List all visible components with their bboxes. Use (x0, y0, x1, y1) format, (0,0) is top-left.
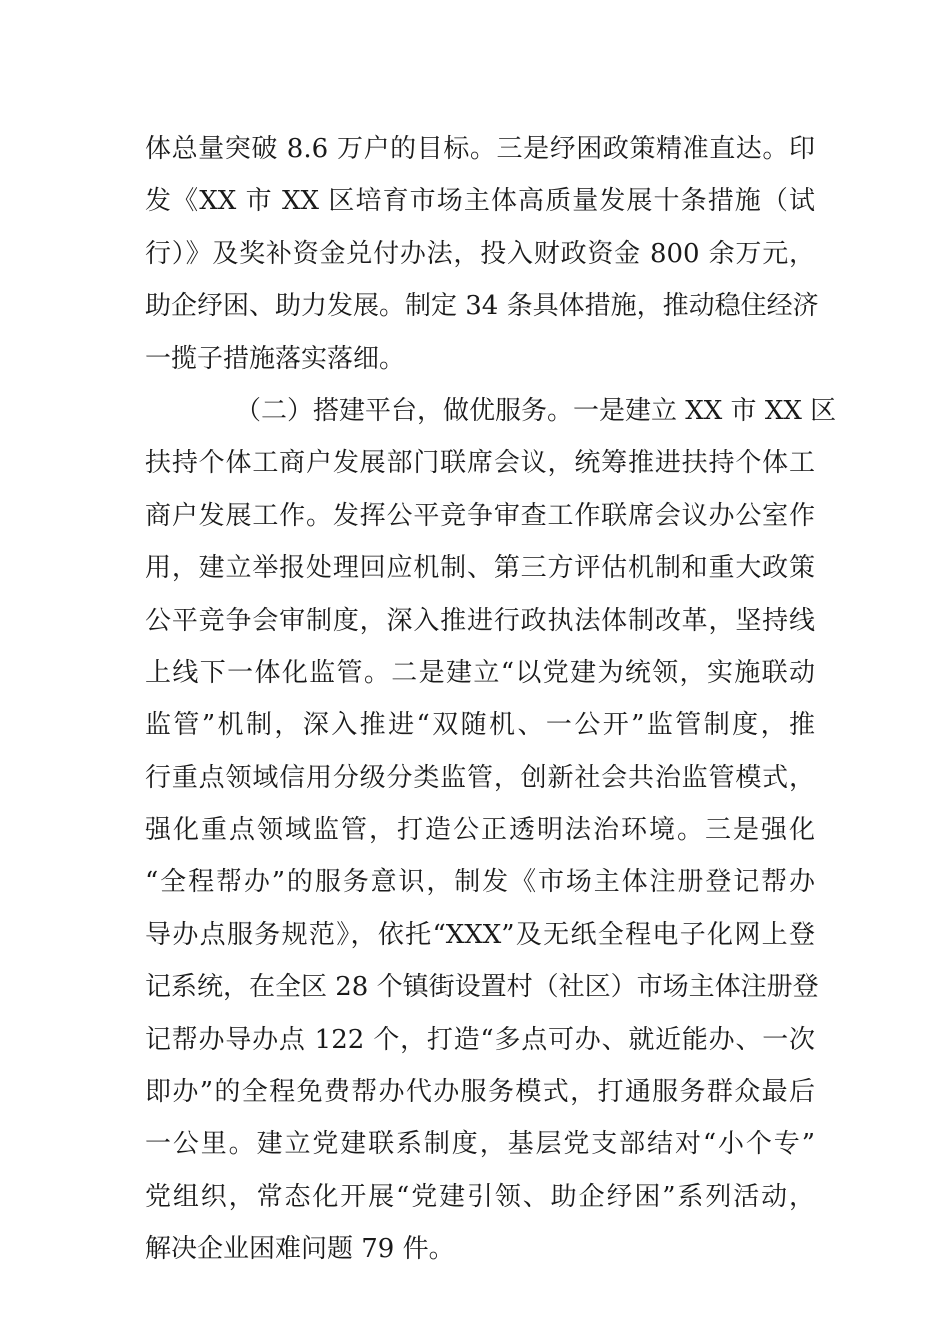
text-line: 监管”机制，深入推进“双随机、一公开”监管制度，推 (145, 710, 815, 741)
body-text (145, 123, 837, 1276)
text-line: 一公里。建立党建联系制度，基层党支部结对“小个专” (145, 1129, 815, 1160)
text-line: 行重点领域信用分级分类监管，创新社会共治监管模式， (145, 762, 815, 793)
text-line: 发《XX 市 XX 区培育市场主体高质量发展十条措施（试 (145, 186, 815, 217)
text-line: 记系统，在全区 28 个镇街设置村（社区）市场主体注册登 (145, 972, 819, 1003)
text-line: 用，建立举报处理回应机制、第三方评估机制和重大政策 (145, 553, 815, 584)
text-line: 即办”的全程免费帮办代办服务模式，打通服务群众最后 (145, 1077, 815, 1108)
text-line: 公平竞争会审制度，深入推进行政执法体制改革，坚持线 (145, 605, 815, 636)
section-heading-line: （二）搭建平台，做优服务。一是建立 XX 市 XX 区 (235, 395, 837, 426)
text-line: 上线下一体化监管。二是建立“以党建为统领，实施联动 (145, 657, 815, 688)
text-line: 一揽子措施落实落细。 (145, 343, 406, 374)
text-line: 行）》及奖补资金兑付办法，投入财政资金 800 余万元， (145, 238, 815, 269)
text-line: 导办点服务规范》，依托“XXX”及无纸全程电子化网上登 (145, 919, 815, 950)
text-line: 扶持个体工商户发展部门联席会议，统筹推进扶持个体工 (145, 448, 815, 479)
text-line: 解决企业困难问题 79 件。 (145, 1234, 455, 1265)
text-line: 助企纾困、助力发展。制定 34 条具体措施，推动稳住经济 (145, 291, 819, 322)
text-line: 商户发展工作。发挥公平竞争审查工作联席会议办公室作 (145, 500, 815, 531)
text-line: 记帮办导办点 122 个，打造“多点可办、就近能办、一次 (145, 1024, 815, 1055)
text-line: 体总量突破 8.6 万户的目标。三是纾困政策精准直达。印 (145, 134, 815, 164)
text-line: 强化重点领域监管，打造公正透明法治环境。三是强化 (145, 815, 815, 846)
text-line: 党组织，常态化开展“党建引领、助企纾困”系列活动， (145, 1181, 815, 1212)
text-line: “全程帮办”的服务意识，制发《市场主体注册登记帮办 (145, 867, 815, 898)
